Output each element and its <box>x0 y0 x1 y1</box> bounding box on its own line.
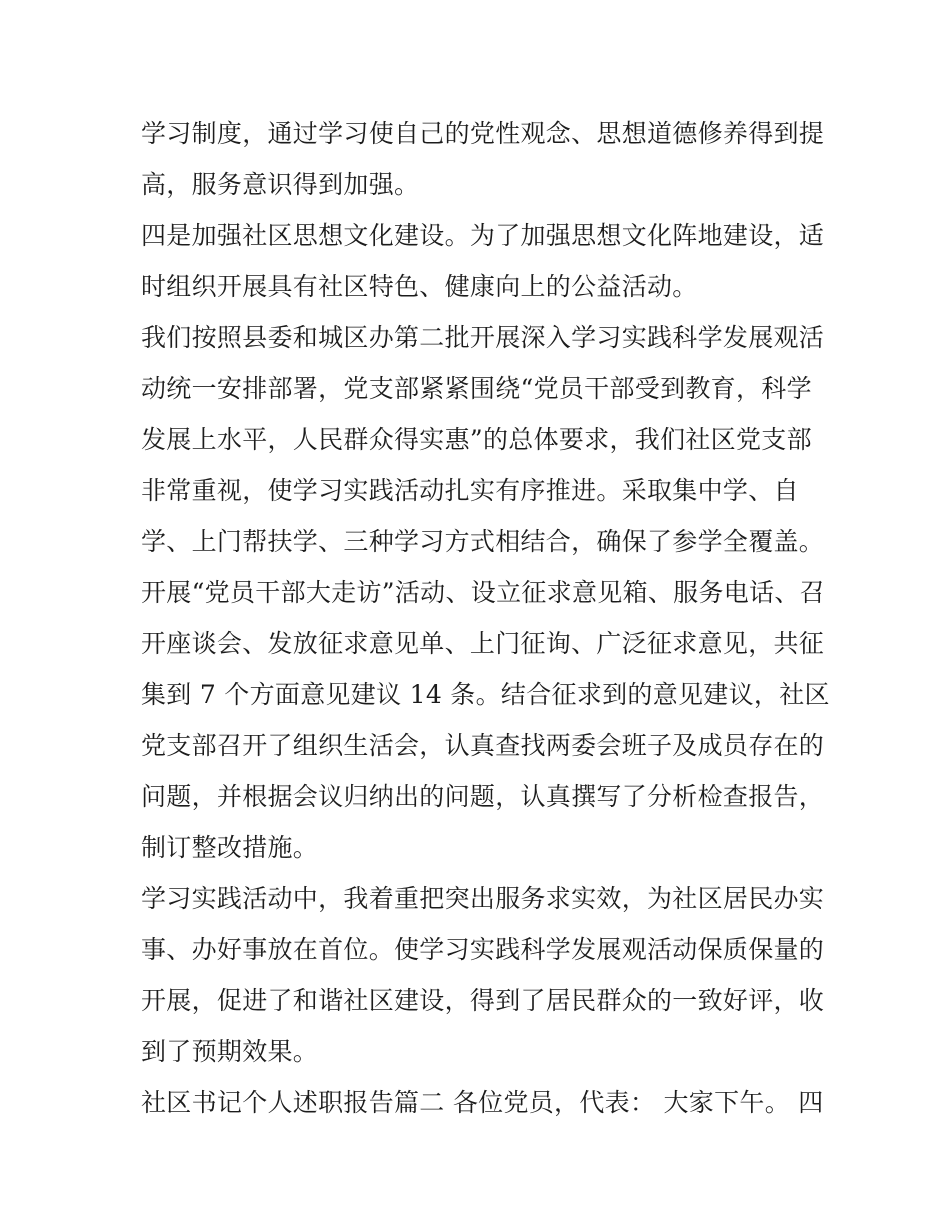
text-line: 党支部召开了组织生活会，认真查找两委会班子及成员存在的 <box>141 731 825 760</box>
text-line: 我们按照县委和城区办第二批开展深入学习实践科学发展观活 <box>141 323 825 352</box>
text-line: 开座谈会、发放征求意见单、上门征询、广泛征求意见，共征 <box>141 629 825 658</box>
text-line: 开展，促进了和谐社区建设，得到了居民群众的一致好评，收 <box>141 986 825 1015</box>
document-body <box>141 108 830 1128</box>
text-line: 问题，并根据会议归纳出的问题，认真撰写了分析检查报告， <box>141 782 825 811</box>
text-line: 学习实践活动中，我着重把突出服务求实效，为社区居民办实 <box>141 884 825 913</box>
text-line: 高，服务意识得到加强。 <box>141 170 420 199</box>
text-line: 事、办好事放在首位。使学习实践科学发展观活动保质保量的 <box>141 935 825 964</box>
text-line: 社区书记个人述职报告篇二 各位党员，代表： 大家下午。 四 <box>141 1088 824 1117</box>
text-line: 集到 7 个方面意见建议 14 条。结合征求到的意见建议，社区 <box>141 680 830 709</box>
text-line: 非常重视，使学习实践活动扎实有序推进。采取集中学、自 <box>141 476 799 505</box>
text-line: 到了预期效果。 <box>141 1037 319 1066</box>
text-line: 发展上水平，人民群众得实惠”的总体要求，我们社区党支部 <box>141 425 812 454</box>
text-line: 制订整改措施。 <box>141 833 319 862</box>
text-line: 学习制度，通过学习使自己的党性观念、思想道德修养得到提 <box>141 119 825 148</box>
text-line: 动统一安排部署，党支部紧紧围绕“党员干部受到教育，科学 <box>141 374 812 403</box>
text-line: 学、上门帮扶学、三种学习方式相结合，确保了参学全覆盖。 <box>141 527 825 556</box>
text-line: 时组织开展具有社区特色、健康向上的公益活动。 <box>141 272 698 301</box>
text-line: 开展“党员干部大走访”活动、设立征求意见箱、服务电话、召 <box>141 578 825 607</box>
text-line: 四是加强社区思想文化建设。为了加强思想文化阵地建设，适 <box>141 221 825 250</box>
